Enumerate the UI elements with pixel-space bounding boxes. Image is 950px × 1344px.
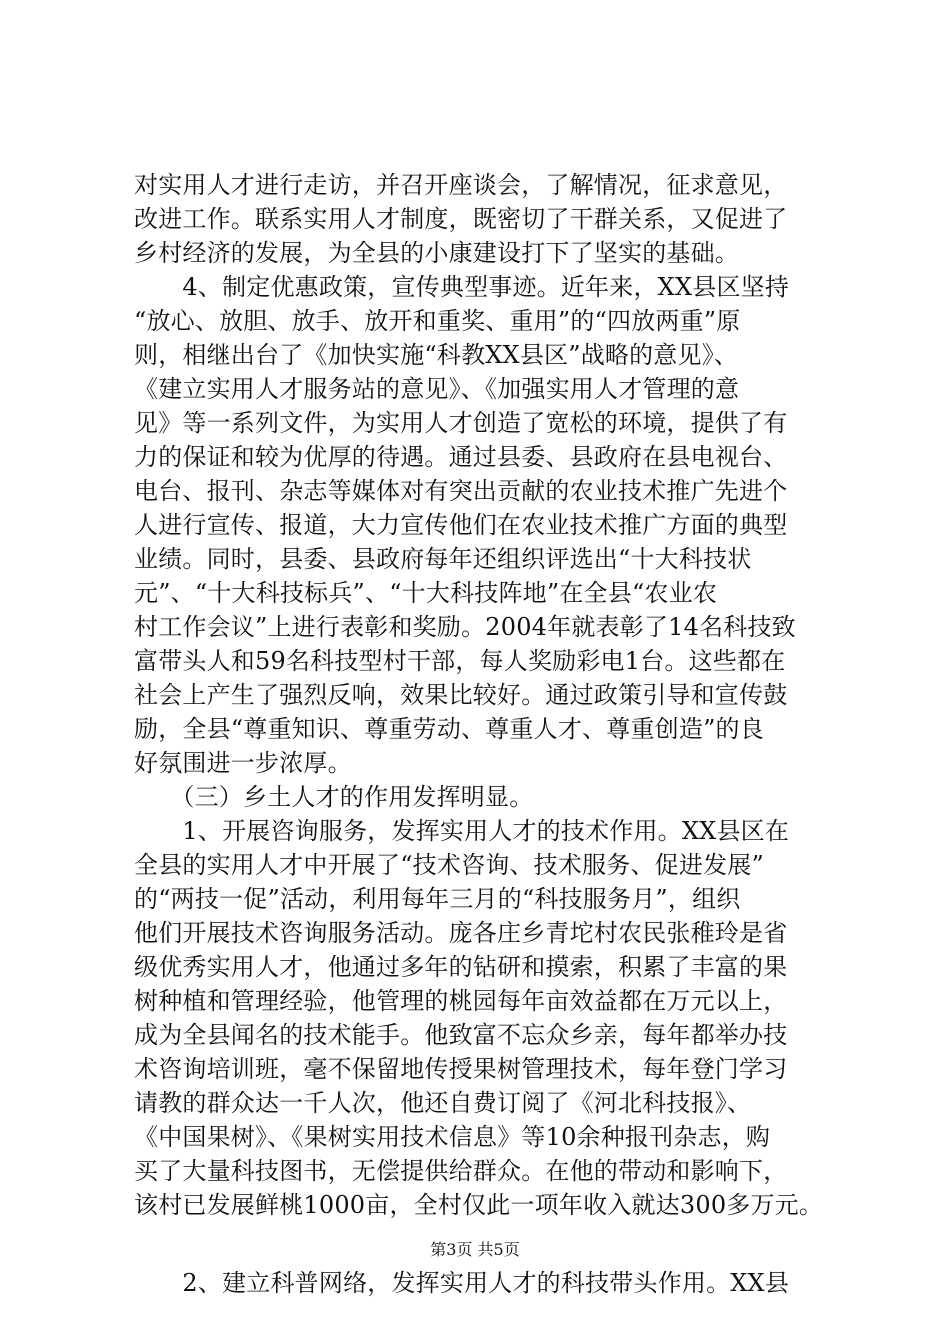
text-line: 好氛围进一步浓厚。 <box>134 749 352 777</box>
page-footer: 第3页 共5页 <box>430 1240 520 1259</box>
text-line: 电台、报刊、杂志等媒体对有突出贡献的农业技术推广先进个 <box>134 477 788 505</box>
text-line: 成为全县闻名的技术能手。他致富不忘众乡亲，每年都举办技 <box>134 1021 788 1049</box>
text-line: 他们开展技术咨询服务活动。庞各庄乡青坨村农民张稚玲是省 <box>134 919 788 947</box>
text-line: 人进行宣传、报道，大力宣传他们在农业技术推广方面的典型 <box>134 511 788 539</box>
text-line: 见》等一系列文件，为实用人才创造了宽松的环境，提供了有 <box>134 409 788 437</box>
text-line: 乡村经济的发展，为全县的小康建设打下了坚实的基础。 <box>134 239 739 267</box>
text-line: 买了大量科技图书，无偿提供给群众。在他的带动和影响下， <box>134 1157 788 1185</box>
text-line: 1、开展咨询服务，发挥实用人才的技术作用。XX县区在 <box>134 817 790 845</box>
text-line: 树种植和管理经验，他管理的桃园每年亩效益都在万元以上， <box>134 987 788 1015</box>
section-heading: （三）乡土人才的作用发挥明显。 <box>134 783 534 811</box>
text-line: 4、制定优惠政策，宣传典型事迹。近年来，XX县区坚持 <box>134 273 790 301</box>
text-line: 业绩。同时，县委、县政府每年还组织评选出“十大科技状 <box>134 545 752 573</box>
document-body <box>134 168 834 1300</box>
text-line: 《建立实用人才服务站的意见》、《加强实用人才管理的意 <box>134 375 740 403</box>
text-line: 该村已发展鲜桃1000亩，全村仅此一项年收入就达300多万元。 <box>134 1191 824 1219</box>
text-line: 对实用人才进行走访，并召开座谈会，了解情况，征求意见， <box>134 171 788 199</box>
text-line: 级优秀实用人才，他通过多年的钻研和摸索，积累了丰富的果 <box>134 953 788 981</box>
text-line: 改进工作。联系实用人才制度，既密切了干群关系，又促进了 <box>134 205 788 233</box>
text-line: 社会上产生了强烈反响，效果比较好。通过政策引导和宣传鼓 <box>134 681 788 709</box>
text-line: 请教的群众达一千人次，他还自费订阅了《河北科技报》、 <box>134 1089 752 1117</box>
text-line: 力的保证和较为优厚的待遇。通过县委、县政府在县电视台、 <box>134 443 788 471</box>
text-line: 励，全县“尊重知识、尊重劳动、尊重人才、尊重创造”的良 <box>134 715 764 743</box>
text-line: 元”、“十大科技标兵”、“十大科技阵地”在全县“农业农 <box>134 579 718 607</box>
text-line: 《中国果树》、《果树实用技术信息》等10余种报刊杂志，购 <box>134 1123 771 1151</box>
text-line: 富带头人和59名科技型村干部，每人奖励彩电1台。这些都在 <box>134 647 786 675</box>
text-line: 全县的实用人才中开展了“技术咨询、技术服务、促进发展” <box>134 851 764 879</box>
text-line: 2、建立科普网络，发挥实用人才的科技带头作用。XX县 <box>134 1269 790 1297</box>
text-line: “放心、放胆、放手、放开和重奖、重用”的“四放两重”原 <box>134 307 741 335</box>
text-line: 的“两技一促”活动，利用每年三月的“科技服务月”，组织 <box>134 885 741 913</box>
text-line: 术咨询培训班，毫不保留地传授果树管理技术，每年登门学习 <box>134 1055 788 1083</box>
text-line: 村工作会议”上进行表彰和奖励。2004年就表彰了14名科技致 <box>134 613 796 641</box>
text-line: 则，相继出台了《加快实施“科教XX县区”战略的意见》、 <box>134 341 739 369</box>
